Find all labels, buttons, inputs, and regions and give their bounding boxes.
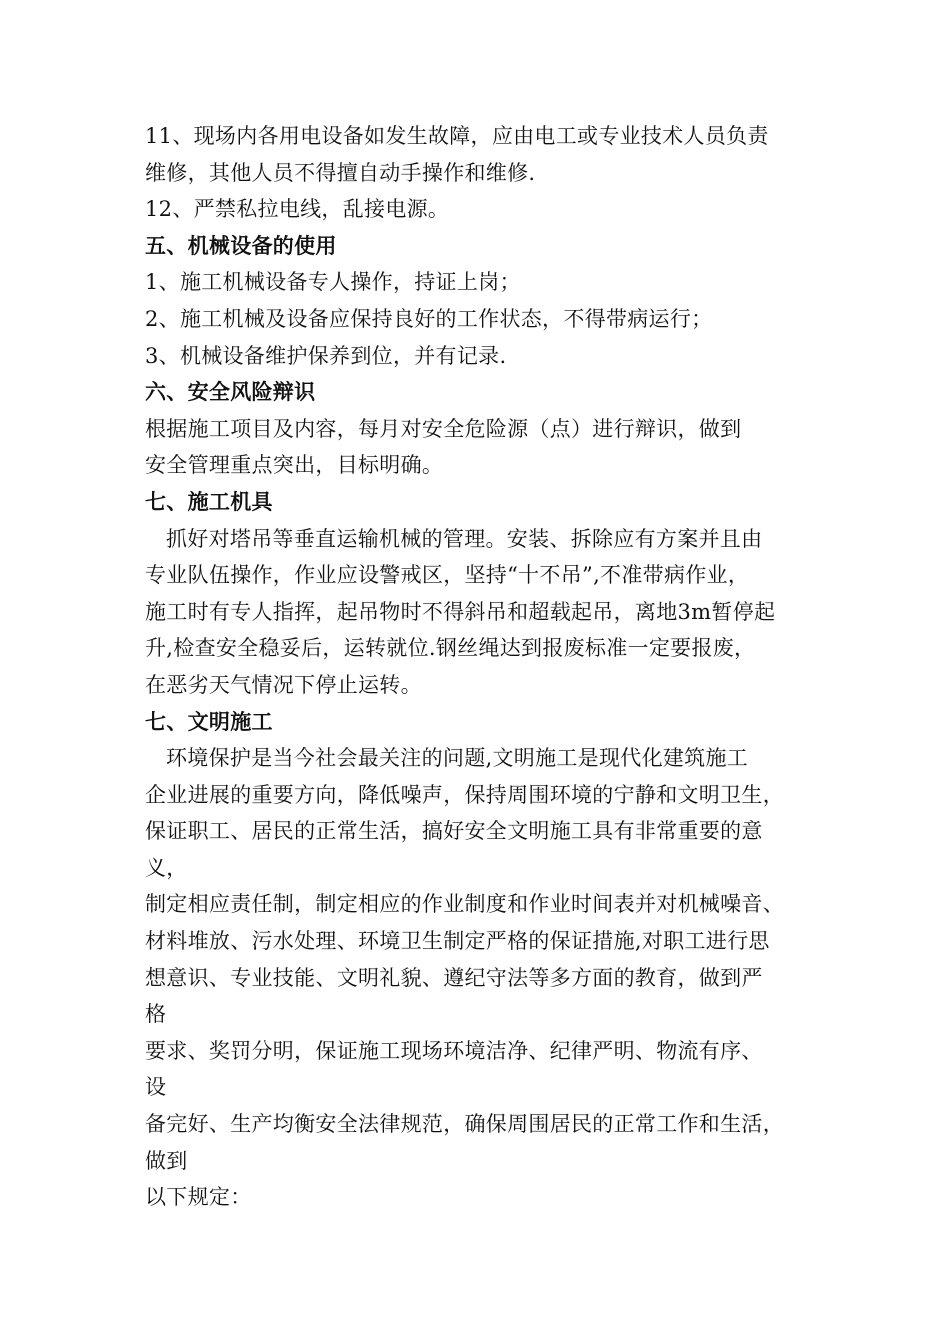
text-line: 环境保护是当今社会最关注的问题,文明施工是现代化建筑施工 (166, 746, 749, 771)
text-line: 做到 (145, 1148, 188, 1173)
text-line: 在恶劣天气情况下停止运转。 (145, 672, 422, 697)
text-line: 升,检查安全稳妥后，运转就位.钢丝绳达到报废标准一定要报废， (145, 636, 756, 661)
text-line: 材料堆放、污水处理、环境卫生制定严格的保证措施,对职工进行思 (145, 929, 770, 954)
section-heading: 六、安全风险辩识 (145, 379, 316, 405)
text-line: 安全管理重点突出，目标明确。 (145, 453, 444, 478)
text-line: 要求、奖罚分明，保证施工现场环境洁净、纪律严明、物流有序、 (145, 1038, 763, 1063)
text-line: 企业进展的重要方向，降低噪声，保持周围环境的宁静和文明卫生， (145, 782, 784, 807)
text-line: 设 (145, 1075, 167, 1100)
text-line: 施工时有专人指挥，起吊物时不得斜吊和超载起吊，离地3m暂停起 (145, 599, 776, 624)
section-heading: 七、施工机具 (145, 488, 273, 514)
text-line: 格 (145, 1002, 167, 1027)
text-line: 备完好、生产均衡安全法律规范，确保周围居民的正常工作和生活， (145, 1112, 784, 1137)
text-line: 以下规定： (145, 1185, 252, 1210)
text-line: 1、施工机械设备专人操作，持证上岗； (145, 270, 521, 295)
section-heading: 七、文明施工 (145, 708, 273, 734)
text-line: 保证职工、居民的正常生活，搞好安全文明施工具有非常重要的意 (145, 819, 763, 844)
text-line: 义， (145, 855, 188, 880)
text-line: 12、严禁私拉电线，乱接电源。 (145, 197, 450, 222)
text-line: 想意识、专业技能、文明礼貌、遵纪守法等多方面的教育，做到严 (145, 965, 763, 990)
text-line: 抓好对塔吊等垂直运输机械的管理。安装、拆除应有方案并且由 (166, 526, 763, 551)
text-line: 2、施工机械及设备应保持良好的工作状态，不得带病运行； (145, 306, 713, 331)
section-heading: 五、机械设备的使用 (145, 232, 337, 258)
text-line: 制定相应责任制，制定相应的作业制度和作业时间表并对机械噪音、 (145, 892, 784, 917)
text-line: 根据施工项目及内容，每月对安全危险源（点）进行辩识，做到 (145, 416, 742, 441)
text-line: 3、机械设备维护保养到位，并有记录. (145, 343, 507, 368)
text-line: 专业队伍操作，作业应设警戒区，坚持“十不吊”,不准带病作业， (145, 563, 750, 588)
document-body (145, 118, 825, 1216)
text-line: 维修，其他人员不得擅自动手操作和维修. (145, 160, 536, 185)
text-line: 11、现场内各用电设备如发生故障，应由电工或专业技术人员负责 (145, 124, 769, 148)
